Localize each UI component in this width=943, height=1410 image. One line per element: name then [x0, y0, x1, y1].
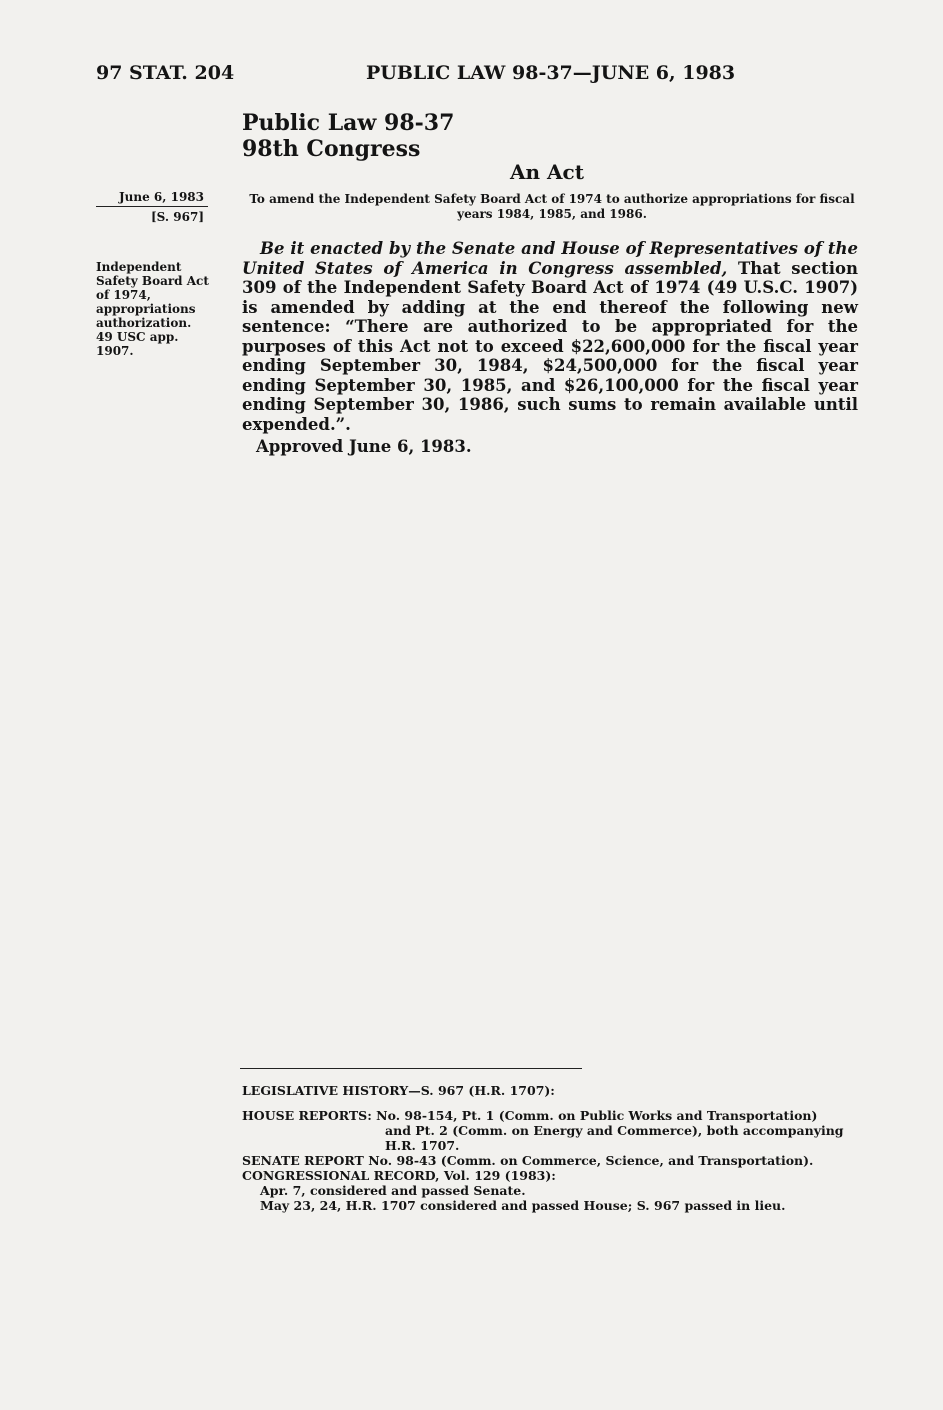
enacting-clause: Be it enacted by the Senate and House of Representatives of the United States of America in Congress assembled,	[242, 239, 858, 278]
approval-line: Approved June 6, 1983.	[256, 437, 472, 456]
house-reports-line: H.R. 1707.	[385, 1138, 460, 1153]
sidenote-line: 49 USC app.	[96, 330, 179, 344]
legislative-history	[242, 1083, 862, 1213]
legislative-history-heading: LEGISLATIVE HISTORY—S. 967 (H.R. 1707):	[242, 1083, 555, 1098]
sidenote-line: of 1974,	[96, 288, 151, 302]
congressional-record-line: CONGRESSIONAL RECORD, Vol. 129 (1983):	[242, 1168, 556, 1183]
running-title: PUBLIC LAW 98-37—JUNE 6, 1983	[366, 62, 736, 84]
sidenote-line: appropriations	[96, 302, 196, 316]
public-law-number: Public Law 98-37	[242, 110, 455, 136]
law-title-block	[242, 110, 454, 162]
stat-page-number: 97 STAT. 204	[96, 62, 235, 84]
senate-report-line: SENATE REPORT No. 98-43 (Comm. on Commerce, Science, and Transportation).	[242, 1153, 814, 1168]
house-reports-line: HOUSE REPORTS: No. 98-154, Pt. 1 (Comm. on Public Works and Transportation)	[242, 1108, 818, 1123]
record-entry: Apr. 7, considered and passed Senate.	[260, 1183, 526, 1198]
house-reports-line: and Pt. 2 (Comm. on Energy and Commerce), both accompanying	[385, 1123, 844, 1138]
margin-sidenote	[96, 260, 226, 358]
act-heading: An Act	[510, 160, 584, 184]
bill-number: [S. 967]	[151, 210, 204, 224]
act-text: That section 309 of the Independent Safety Board Act of 1974 (49 U.S.C. 1907) is amended by adding at the end thereof the following new sentence: “There are authorized to be appropriated for the purposes of this Act not to exceed $22,600,000 for the fiscal year ending September 30, 1984, $24,500,000 for the fiscal year ending September 30, 1985, and $26,100,000 for the fiscal year ending September 30, 1986, such sums to remain available until expended.”.	[242, 258, 859, 434]
sidenote-line: Safety Board Act	[96, 274, 209, 288]
sidenote-line: 1907.	[96, 344, 134, 358]
margin-divider	[96, 206, 208, 207]
sidenote-line: authorization.	[96, 316, 192, 330]
congress-label: 98th Congress	[242, 136, 421, 162]
act-purpose: To amend the Independent Safety Board Act of 1974 to authorize appropriations for fiscal years 1984, 1985, and 1986.	[249, 192, 855, 221]
sidenote-line: Independent	[96, 260, 182, 274]
act-body	[242, 239, 858, 434]
footnote-divider	[240, 1068, 582, 1069]
record-entry: May 23, 24, H.R. 1707 considered and passed House; S. 967 passed in lieu.	[260, 1198, 786, 1213]
enactment-date: June 6, 1983	[118, 190, 204, 204]
